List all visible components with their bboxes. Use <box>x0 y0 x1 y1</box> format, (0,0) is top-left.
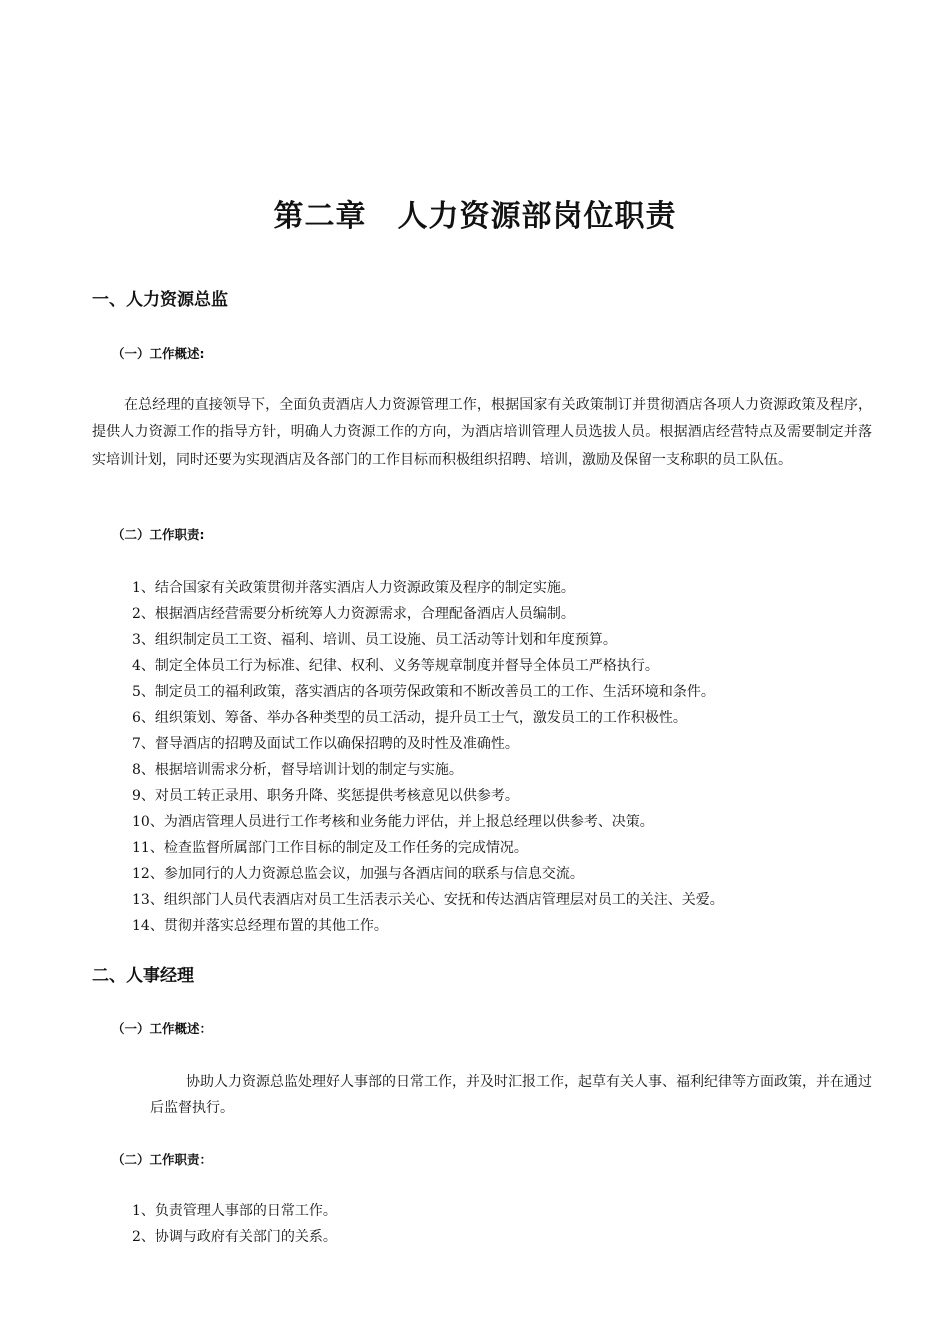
overview-label-hr-director: （一）工作概述: <box>112 346 205 361</box>
duty-item: 14、贯彻并落实总经理布置的其他工作。 <box>132 918 388 934</box>
chapter-title: 第二章 人力资源部岗位职责 <box>273 199 677 234</box>
duty-item: 8、根据培训需求分析，督导培训计划的制定与实施。 <box>132 762 463 778</box>
duty-item: 5、制定员工的福利政策，落实酒店的各项劳保政策和不断改善员工的工作、生活环境和条件。 <box>132 684 715 700</box>
duty-item: 1、结合国家有关政策贯彻并落实酒店人力资源政策及程序的制定实施。 <box>132 580 575 596</box>
duty-item: 1、负责管理人事部的日常工作。 <box>132 1203 337 1219</box>
duty-item: 11、检查监督所属部门工作目标的制定及工作任务的完成情况。 <box>132 840 528 856</box>
duties-list-personnel-manager <box>132 1198 892 1250</box>
duties-label-personnel-manager: （二）工作职责： <box>112 1152 213 1167</box>
overview-label-personnel-manager: （一）工作概述： <box>112 1021 213 1036</box>
duties-list-hr-director <box>132 575 892 939</box>
overview-text-hr-director: 在总经理的直接领导下，全面负责酒店人力资源管理工作，根据国家有关政策制订并贯彻酒店各项人力资源政策及程序，提供人力资源工作的指导方针，明确人力资源工作的方向，为酒店培训管理人员选拔人员。根据酒店经营特点及需要制定并落实培训计划，同时还要为实现酒店及各部门的工作目标而积极组织招聘、培训，激励及保留一支称职的员工队伍。 <box>92 397 872 468</box>
duty-item: 12、参加同行的人力资源总监会议，加强与各酒店间的联系与信息交流。 <box>132 866 584 882</box>
duty-item: 4、制定全体员工行为标准、纪律、权利、义务等规章制度并督导全体员工严格执行。 <box>132 658 659 674</box>
duty-item: 10、为酒店管理人员进行工作考核和业务能力评估，并上报总经理以供参考、决策。 <box>132 814 654 830</box>
duties-label-hr-director: （二）工作职责: <box>112 527 205 542</box>
duty-item: 2、根据酒店经营需要分析统筹人力资源需求，合理配备酒店人员编制。 <box>132 606 575 622</box>
overview-text-personnel-manager: 协助人力资源总监处理好人事部的日常工作，并及时汇报工作，起草有关人事、福利纪律等方面政策，并在通过后监督执行。 <box>150 1074 872 1116</box>
duty-item: 2、协调与政府有关部门的关系。 <box>132 1229 337 1245</box>
section-heading-hr-director: 一、人力资源总监 <box>92 290 228 310</box>
duty-item: 9、对员工转正录用、职务升降、奖惩提供考核意见以供参考。 <box>132 788 519 804</box>
duty-item: 3、组织制定员工工资、福利、培训、员工设施、员工活动等计划和年度预算。 <box>132 632 617 648</box>
section-heading-personnel-manager: 二、人事经理 <box>92 966 194 986</box>
duty-item: 13、组织部门人员代表酒店对员工生活表示关心、安抚和传达酒店管理层对员工的关注、关爱。 <box>132 892 724 908</box>
duty-item: 6、组织策划、筹备、举办各种类型的员工活动，提升员工士气，激发员工的工作积极性。 <box>132 710 687 726</box>
duty-item: 7、督导酒店的招聘及面试工作以确保招聘的及时性及准确性。 <box>132 736 519 752</box>
